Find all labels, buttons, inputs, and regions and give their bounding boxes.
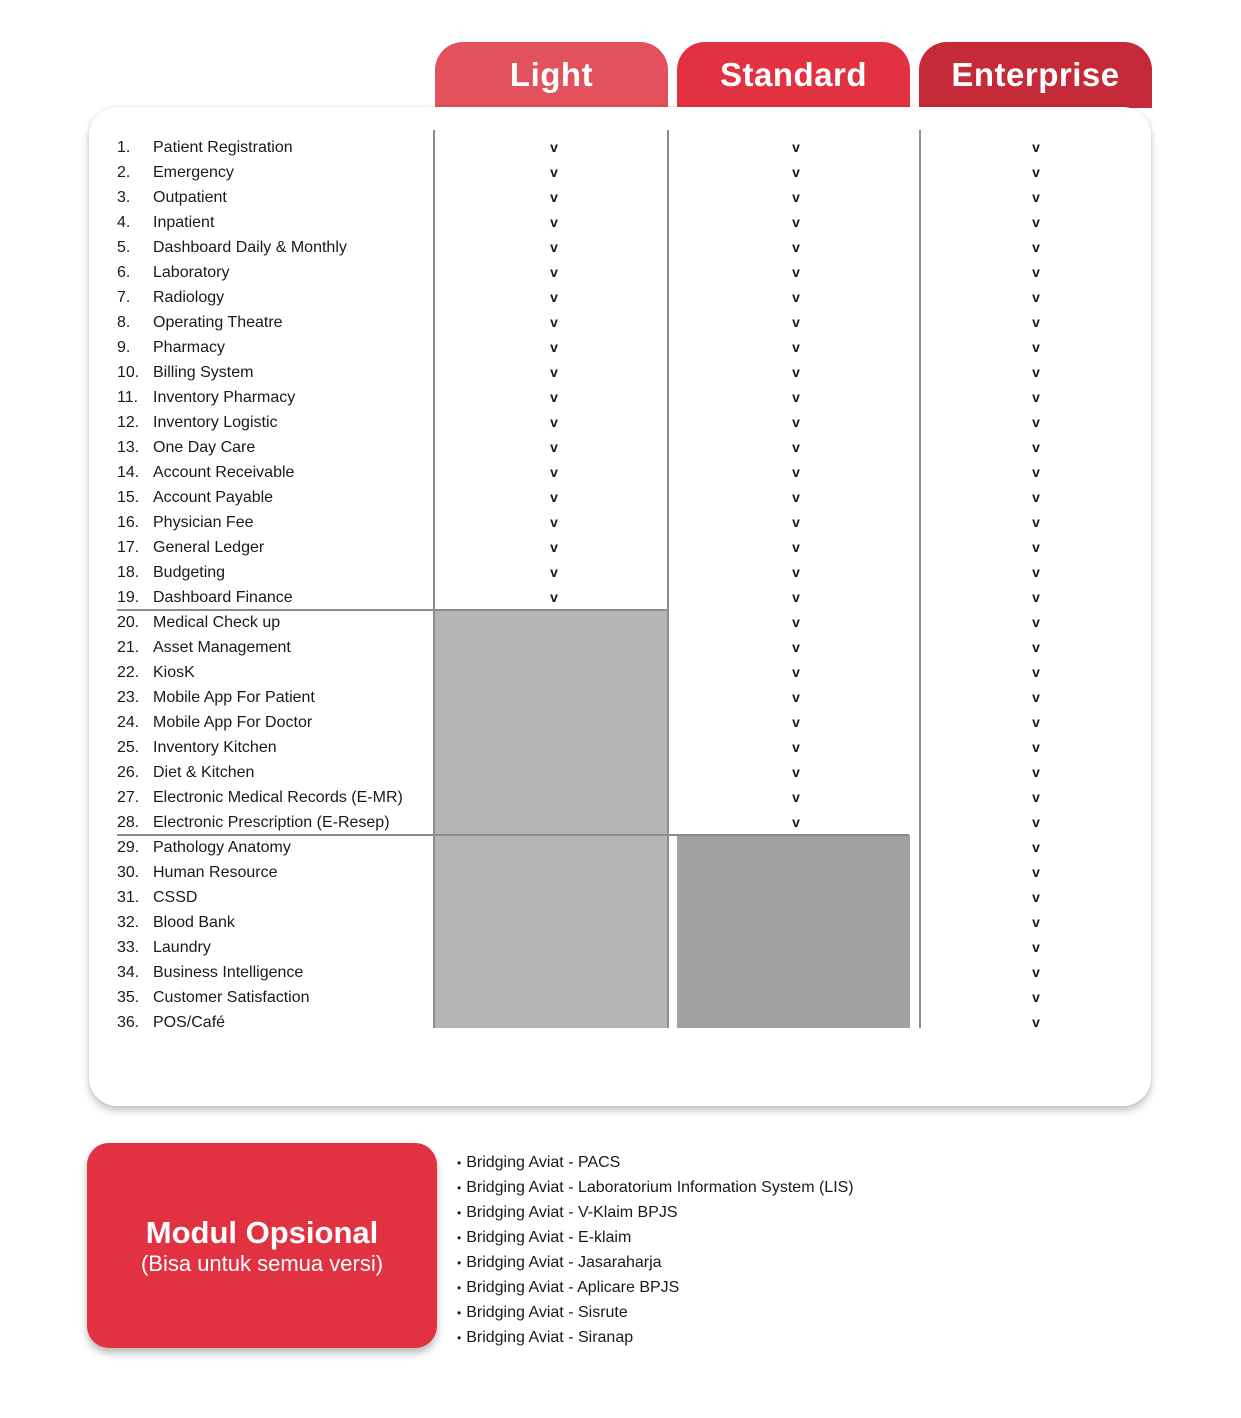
table-row bbox=[0, 935, 1241, 960]
feature-number: 7. bbox=[117, 289, 131, 306]
check-enterprise: v bbox=[1032, 564, 1040, 580]
feature-number: 35. bbox=[117, 989, 140, 1006]
check-enterprise: v bbox=[1032, 364, 1040, 380]
table-row bbox=[0, 210, 1241, 235]
feature-number: 33. bbox=[117, 939, 140, 956]
table-row bbox=[0, 185, 1241, 210]
table-row bbox=[0, 360, 1241, 385]
feature-name: POS/Café bbox=[153, 1014, 226, 1031]
check-enterprise: v bbox=[1032, 939, 1040, 955]
check-enterprise: v bbox=[1032, 989, 1040, 1005]
check-enterprise: v bbox=[1032, 339, 1040, 355]
feature-number: 16. bbox=[117, 514, 140, 531]
list-item bbox=[457, 1225, 854, 1250]
check-standard: v bbox=[792, 314, 800, 330]
feature-name: One Day Care bbox=[153, 439, 256, 456]
feature-name: General Ledger bbox=[153, 539, 265, 556]
table-row bbox=[0, 285, 1241, 310]
check-enterprise: v bbox=[1032, 689, 1040, 705]
feature-number: 6. bbox=[117, 264, 131, 281]
check-standard: v bbox=[792, 364, 800, 380]
feature-number: 27. bbox=[117, 789, 140, 806]
feature-number: 32. bbox=[117, 914, 140, 931]
check-enterprise: v bbox=[1032, 164, 1040, 180]
feature-name: Business Intelligence bbox=[153, 964, 304, 981]
tab-standard-label: Standard bbox=[719, 56, 868, 93]
check-enterprise: v bbox=[1032, 289, 1040, 305]
check-light: v bbox=[550, 539, 558, 555]
optional-item-label: Bridging Aviat - Aplicare BPJS bbox=[466, 1279, 680, 1296]
feature-name: Account Receivable bbox=[153, 464, 295, 481]
check-light: v bbox=[550, 189, 558, 205]
feature-number: 8. bbox=[117, 314, 131, 331]
check-standard: v bbox=[792, 689, 800, 705]
table-row bbox=[0, 510, 1241, 535]
check-standard: v bbox=[792, 764, 800, 780]
bullet-icon: • bbox=[457, 1306, 462, 1320]
check-light: v bbox=[550, 339, 558, 355]
feature-number: 23. bbox=[117, 689, 140, 706]
feature-name: Budgeting bbox=[153, 564, 226, 581]
optional-module-list bbox=[457, 1150, 854, 1350]
check-enterprise: v bbox=[1032, 914, 1040, 930]
check-standard: v bbox=[792, 489, 800, 505]
optional-item-label: Bridging Aviat - Jasaraharja bbox=[466, 1254, 662, 1271]
feature-number: 12. bbox=[117, 414, 140, 431]
table-row bbox=[0, 410, 1241, 435]
bullet-icon: • bbox=[457, 1256, 462, 1270]
list-item bbox=[457, 1275, 854, 1300]
check-light: v bbox=[550, 239, 558, 255]
check-enterprise: v bbox=[1032, 839, 1040, 855]
feature-name: Outpatient bbox=[153, 189, 227, 206]
table-row bbox=[0, 710, 1241, 735]
check-light: v bbox=[550, 164, 558, 180]
feature-name: Mobile App For Doctor bbox=[153, 714, 313, 731]
list-item bbox=[457, 1175, 854, 1200]
check-enterprise: v bbox=[1032, 314, 1040, 330]
optional-item-label: Bridging Aviat - PACS bbox=[466, 1154, 621, 1171]
check-enterprise: v bbox=[1032, 389, 1040, 405]
check-standard: v bbox=[792, 214, 800, 230]
bullet-icon: • bbox=[457, 1281, 462, 1295]
check-light: v bbox=[550, 214, 558, 230]
feature-number: 1. bbox=[117, 139, 131, 156]
check-enterprise: v bbox=[1032, 439, 1040, 455]
feature-number: 10. bbox=[117, 364, 140, 381]
check-enterprise: v bbox=[1032, 264, 1040, 280]
check-light: v bbox=[550, 289, 558, 305]
check-standard: v bbox=[792, 789, 800, 805]
feature-name: Radiology bbox=[153, 289, 225, 306]
table-row bbox=[0, 735, 1241, 760]
check-standard: v bbox=[792, 339, 800, 355]
table-row bbox=[0, 435, 1241, 460]
check-standard: v bbox=[792, 589, 800, 605]
feature-number: 20. bbox=[117, 614, 140, 631]
list-item bbox=[457, 1325, 854, 1350]
tab-light bbox=[435, 42, 668, 108]
feature-number: 15. bbox=[117, 489, 140, 506]
feature-number: 25. bbox=[117, 739, 140, 756]
bullet-icon: • bbox=[457, 1206, 462, 1220]
feature-name: Customer Satisfaction bbox=[153, 989, 310, 1006]
feature-number: 3. bbox=[117, 189, 131, 206]
feature-number: 2. bbox=[117, 164, 131, 181]
feature-number: 13. bbox=[117, 439, 140, 456]
check-light: v bbox=[550, 314, 558, 330]
check-enterprise: v bbox=[1032, 714, 1040, 730]
tab-standard bbox=[677, 42, 910, 108]
feature-name: Inventory Pharmacy bbox=[153, 389, 296, 406]
optional-module-subtitle: (Bisa untuk semua versi) bbox=[140, 1250, 384, 1276]
table-row bbox=[0, 610, 1241, 635]
table-row bbox=[0, 785, 1241, 810]
check-standard: v bbox=[792, 289, 800, 305]
table-row bbox=[0, 260, 1241, 285]
check-standard: v bbox=[792, 139, 800, 155]
feature-name: Medical Check up bbox=[153, 614, 281, 631]
feature-number: 36. bbox=[117, 1014, 140, 1031]
feature-name: Pharmacy bbox=[153, 339, 226, 356]
check-standard: v bbox=[792, 389, 800, 405]
check-enterprise: v bbox=[1032, 239, 1040, 255]
tab-enterprise bbox=[919, 42, 1152, 108]
table-row bbox=[0, 860, 1241, 885]
check-standard: v bbox=[792, 564, 800, 580]
check-light: v bbox=[550, 489, 558, 505]
feature-name: Mobile App For Patient bbox=[153, 689, 315, 706]
check-light: v bbox=[550, 414, 558, 430]
check-enterprise: v bbox=[1032, 789, 1040, 805]
feature-number: 14. bbox=[117, 464, 140, 481]
check-enterprise: v bbox=[1032, 739, 1040, 755]
feature-name: Diet & Kitchen bbox=[153, 764, 255, 781]
feature-number: 4. bbox=[117, 214, 131, 231]
check-light: v bbox=[550, 389, 558, 405]
check-standard: v bbox=[792, 639, 800, 655]
bullet-icon: • bbox=[457, 1181, 462, 1195]
feature-name: Electronic Medical Records (E-MR) bbox=[153, 789, 403, 806]
check-enterprise: v bbox=[1032, 639, 1040, 655]
check-enterprise: v bbox=[1032, 214, 1040, 230]
check-enterprise: v bbox=[1032, 814, 1040, 830]
table-row bbox=[0, 535, 1241, 560]
table-row bbox=[0, 335, 1241, 360]
feature-number: 9. bbox=[117, 339, 131, 356]
check-enterprise: v bbox=[1032, 614, 1040, 630]
check-standard: v bbox=[792, 664, 800, 680]
table-row bbox=[0, 760, 1241, 785]
feature-number: 21. bbox=[117, 639, 140, 656]
table-row bbox=[0, 485, 1241, 510]
table-row bbox=[0, 385, 1241, 410]
check-light: v bbox=[550, 364, 558, 380]
table-row bbox=[0, 585, 1241, 610]
tab-light-label: Light bbox=[509, 56, 594, 93]
feature-name: Asset Management bbox=[153, 639, 291, 656]
feature-name: Operating Theatre bbox=[153, 314, 283, 331]
check-enterprise: v bbox=[1032, 464, 1040, 480]
table-row bbox=[0, 310, 1241, 335]
list-item bbox=[457, 1200, 854, 1225]
feature-number: 30. bbox=[117, 864, 140, 881]
check-enterprise: v bbox=[1032, 139, 1040, 155]
check-enterprise: v bbox=[1032, 1014, 1040, 1030]
table-row bbox=[0, 235, 1241, 260]
check-light: v bbox=[550, 514, 558, 530]
check-enterprise: v bbox=[1032, 664, 1040, 680]
feature-number: 11. bbox=[117, 389, 139, 406]
check-enterprise: v bbox=[1032, 964, 1040, 980]
feature-name: Blood Bank bbox=[153, 914, 235, 931]
check-enterprise: v bbox=[1032, 864, 1040, 880]
optional-item-label: Bridging Aviat - Sisrute bbox=[466, 1304, 628, 1321]
check-light: v bbox=[550, 564, 558, 580]
list-item bbox=[457, 1250, 854, 1275]
check-enterprise: v bbox=[1032, 414, 1040, 430]
list-item bbox=[457, 1150, 854, 1175]
list-item bbox=[457, 1300, 854, 1325]
optional-item-label: Bridging Aviat - Laboratorium Information System (LIS) bbox=[466, 1179, 854, 1196]
check-standard: v bbox=[792, 514, 800, 530]
check-standard: v bbox=[792, 539, 800, 555]
table-row bbox=[0, 1010, 1241, 1035]
table-row bbox=[0, 160, 1241, 185]
table-row bbox=[0, 835, 1241, 860]
tab-enterprise-label: Enterprise bbox=[951, 56, 1120, 93]
table-row bbox=[0, 810, 1241, 835]
feature-name: Dashboard Daily & Monthly bbox=[153, 239, 347, 256]
table-row bbox=[0, 885, 1241, 910]
check-standard: v bbox=[792, 164, 800, 180]
feature-name: Laundry bbox=[153, 939, 211, 956]
feature-name: CSSD bbox=[153, 889, 198, 906]
feature-number: 28. bbox=[117, 814, 140, 831]
feature-name: Dashboard Finance bbox=[153, 589, 293, 606]
check-standard: v bbox=[792, 739, 800, 755]
optional-item-label: Bridging Aviat - E-klaim bbox=[466, 1229, 632, 1246]
check-enterprise: v bbox=[1032, 589, 1040, 605]
check-light: v bbox=[550, 589, 558, 605]
feature-number: 22. bbox=[117, 664, 140, 681]
feature-name: Inventory Kitchen bbox=[153, 739, 277, 756]
feature-number: 34. bbox=[117, 964, 140, 981]
check-light: v bbox=[550, 439, 558, 455]
check-standard: v bbox=[792, 264, 800, 280]
feature-name: Emergency bbox=[153, 164, 234, 181]
table-row bbox=[0, 460, 1241, 485]
table-row bbox=[0, 135, 1241, 160]
feature-number: 5. bbox=[117, 239, 131, 256]
check-enterprise: v bbox=[1032, 889, 1040, 905]
check-standard: v bbox=[792, 464, 800, 480]
table-row bbox=[0, 685, 1241, 710]
check-enterprise: v bbox=[1032, 189, 1040, 205]
feature-name: Laboratory bbox=[153, 264, 230, 281]
check-standard: v bbox=[792, 189, 800, 205]
feature-number: 31. bbox=[117, 889, 140, 906]
feature-number: 29. bbox=[117, 839, 140, 856]
table-row bbox=[0, 635, 1241, 660]
feature-name: Physician Fee bbox=[153, 514, 254, 531]
check-enterprise: v bbox=[1032, 764, 1040, 780]
check-standard: v bbox=[792, 714, 800, 730]
feature-name: Account Payable bbox=[153, 489, 274, 506]
check-standard: v bbox=[792, 414, 800, 430]
table-row bbox=[0, 660, 1241, 685]
feature-name: Inpatient bbox=[153, 214, 215, 231]
feature-number: 24. bbox=[117, 714, 140, 731]
check-light: v bbox=[550, 464, 558, 480]
feature-name: Human Resource bbox=[153, 864, 278, 881]
feature-number: 19. bbox=[117, 589, 140, 606]
check-light: v bbox=[550, 264, 558, 280]
table-row bbox=[0, 560, 1241, 585]
optional-item-label: Bridging Aviat - V-Klaim BPJS bbox=[466, 1204, 678, 1221]
check-standard: v bbox=[792, 239, 800, 255]
feature-name: Billing System bbox=[153, 364, 254, 381]
check-standard: v bbox=[792, 614, 800, 630]
bullet-icon: • bbox=[457, 1331, 462, 1345]
bullet-icon: • bbox=[457, 1156, 462, 1170]
check-light: v bbox=[550, 139, 558, 155]
feature-name: KiosK bbox=[153, 664, 195, 681]
table-row bbox=[0, 960, 1241, 985]
optional-item-label: Bridging Aviat - Siranap bbox=[466, 1329, 634, 1346]
check-standard: v bbox=[792, 814, 800, 830]
table-row bbox=[0, 985, 1241, 1010]
feature-number: 17. bbox=[117, 539, 140, 556]
check-enterprise: v bbox=[1032, 514, 1040, 530]
feature-name: Electronic Prescription (E-Resep) bbox=[153, 814, 390, 831]
feature-number: 26. bbox=[117, 764, 140, 781]
check-enterprise: v bbox=[1032, 489, 1040, 505]
feature-name: Inventory Logistic bbox=[153, 414, 278, 431]
feature-name: Pathology Anatomy bbox=[153, 839, 291, 856]
bullet-icon: • bbox=[457, 1231, 462, 1245]
optional-module-box bbox=[87, 1143, 437, 1348]
feature-number: 18. bbox=[117, 564, 140, 581]
feature-name: Patient Registration bbox=[153, 139, 293, 156]
check-enterprise: v bbox=[1032, 539, 1040, 555]
optional-module-title: Modul Opsional bbox=[145, 1214, 379, 1250]
check-standard: v bbox=[792, 439, 800, 455]
table-row bbox=[0, 910, 1241, 935]
